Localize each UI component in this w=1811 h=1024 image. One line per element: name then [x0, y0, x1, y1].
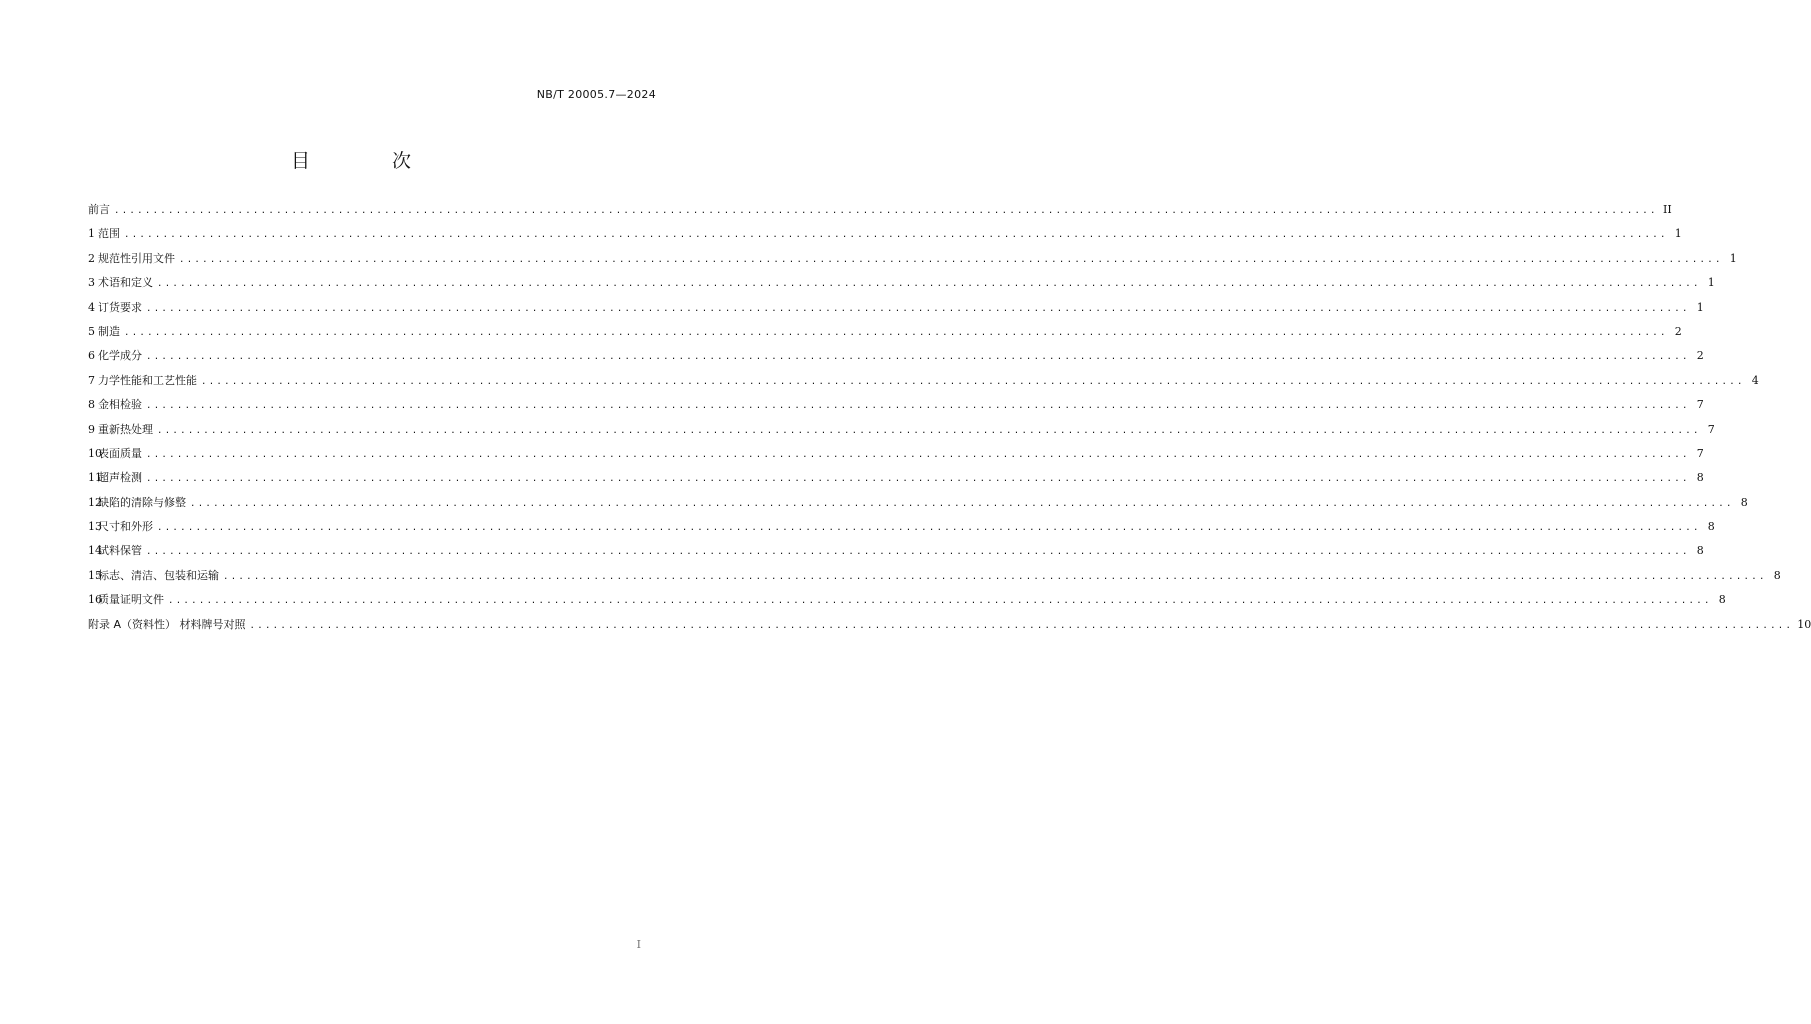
page-number: I [636, 938, 641, 951]
toc-leader-dots: ........................................................................................................................................................................................................ [157, 523, 1701, 534]
toc-entry-11[interactable] [88, 466, 1704, 490]
toc-entry-number: 2 [88, 251, 95, 265]
toc-entry-number: 5 [88, 324, 95, 338]
toc-leader-dots: ........................................................................................................................................................................................................ [146, 303, 1690, 314]
toc-leader-dots: ........................................................................................................................................................................................................ [168, 596, 1712, 607]
toc-entry-2[interactable] [88, 247, 1737, 271]
toc-entry-number: 12 [88, 495, 102, 509]
toc-entry-14[interactable] [88, 539, 1704, 563]
toc-entry-number: 1 [88, 227, 95, 241]
toc-entry-4[interactable] [88, 296, 1704, 320]
toc-entry-label: 规范性引用文件 [98, 251, 175, 265]
toc-entry-label: 金相检验 [98, 398, 142, 412]
toc-entry-8[interactable] [88, 393, 1704, 417]
toc-leader-dots: ........................................................................................................................................................................................................ [146, 547, 1690, 558]
toc-leader-dots: ........................................................................................................................................................................................................ [190, 498, 1734, 509]
toc-entry-page: 8 [1696, 471, 1704, 485]
toc-entry-label: 超声检测 [98, 471, 142, 485]
toc-entry-label: 附录 A（资料性） 材料牌号对照 [88, 617, 246, 631]
toc-entry-appendix-a[interactable] [88, 613, 1811, 637]
toc-entry-page: 1 [1707, 276, 1715, 290]
toc-entry-label: 化学成分 [98, 349, 142, 363]
toc-entry-page: 7 [1696, 398, 1704, 412]
toc-entry-number: 13 [88, 520, 102, 534]
toc-entry-page: 4 [1751, 373, 1759, 387]
toc-entry-15[interactable] [88, 564, 1781, 588]
toc-entry-page: 1 [1729, 251, 1737, 265]
document-code: NB/T 20005.7—2024 [536, 88, 656, 101]
toc-entry-number: 11 [88, 471, 102, 485]
toc-entry-number: 3 [88, 276, 95, 290]
toc-title: 目 次 [290, 150, 450, 172]
toc-entry-page: 8 [1773, 568, 1781, 582]
toc-entry-number: 6 [88, 349, 95, 363]
toc-entry-label: 订货要求 [98, 300, 142, 314]
toc-entry-page: 7 [1707, 422, 1715, 436]
toc-entry-3[interactable] [88, 271, 1715, 295]
toc-entry-page: 8 [1696, 544, 1704, 558]
toc-entry-page: 7 [1696, 446, 1704, 460]
toc-entry-page: 8 [1718, 593, 1726, 607]
toc-entry-16[interactable] [88, 588, 1726, 612]
toc-entry-5[interactable] [88, 320, 1682, 344]
toc-entry-page: 1 [1674, 227, 1682, 241]
toc-entry-number: 15 [88, 568, 102, 582]
toc-entry-page: 1 [1696, 300, 1704, 314]
toc-entry-label: 力学性能和工艺性能 [98, 373, 197, 387]
toc-leader-dots: ........................................................................................................................................................................................................ [249, 620, 1794, 631]
toc-leader-dots: ........................................................................................................................................................................................................ [146, 449, 1690, 460]
toc-entry-9[interactable] [88, 418, 1715, 442]
toc-entry-13[interactable] [88, 515, 1715, 539]
toc-entry-7[interactable] [88, 369, 1759, 393]
toc-leader-dots: ........................................................................................................................................................................................................ [124, 230, 1668, 241]
toc-entry-10[interactable] [88, 442, 1704, 466]
toc-entry-page: 2 [1696, 349, 1704, 363]
toc-leader-dots: ........................................................................................................................................................................................................ [179, 254, 1723, 265]
toc-entry-label: 范围 [98, 227, 120, 241]
toc-leader-dots: ........................................................................................................................................................................................................ [114, 206, 1658, 216]
toc-leader-dots: ........................................................................................................................................................................................................ [157, 279, 1701, 290]
toc-entry-page: 10 [1797, 617, 1811, 631]
toc-entry-12[interactable] [88, 491, 1748, 515]
toc-entry-foreword[interactable] [88, 198, 1672, 222]
toc-entry-number: 8 [88, 398, 95, 412]
toc-leader-dots: ........................................................................................................................................................................................................ [146, 401, 1690, 412]
toc-entry-label: 缺陷的清除与修整 [98, 495, 186, 509]
toc-entry-page: 8 [1740, 495, 1748, 509]
toc-entry-label: 标志、清洁、包装和运输 [98, 568, 219, 582]
toc-entry-label: 尺寸和外形 [98, 520, 153, 534]
toc-leader-dots: ........................................................................................................................................................................................................ [201, 376, 1745, 387]
toc-entry-page: 8 [1707, 520, 1715, 534]
toc-entry-number: 14 [88, 544, 102, 558]
toc-leader-dots: ........................................................................................................................................................................................................ [146, 352, 1690, 363]
toc-entry-label: 术语和定义 [98, 276, 153, 290]
toc-entry-number: 16 [88, 593, 102, 607]
toc-entry-1[interactable] [88, 222, 1682, 246]
toc-entry-number: 9 [88, 422, 95, 436]
toc-entry-number: 10 [88, 446, 102, 460]
toc-entry-6[interactable] [88, 344, 1704, 368]
table-of-contents [88, 198, 1811, 637]
toc-entry-number: 4 [88, 300, 95, 314]
toc-leader-dots: ........................................................................................................................................................................................................ [146, 474, 1690, 485]
toc-entry-label: 表面质量 [98, 446, 142, 460]
toc-entry-label: 质量证明文件 [98, 593, 164, 607]
toc-entry-page: 2 [1674, 324, 1682, 338]
toc-entry-label: 制造 [98, 324, 120, 338]
toc-entry-label: 试料保管 [98, 544, 142, 558]
toc-leader-dots: ........................................................................................................................................................................................................ [223, 571, 1767, 582]
toc-leader-dots: ........................................................................................................................................................................................................ [124, 327, 1668, 338]
toc-entry-number: 7 [88, 373, 95, 387]
toc-leader-dots: ........................................................................................................................................................................................................ [157, 425, 1701, 436]
toc-entry-label: 前言 [88, 203, 110, 216]
toc-entry-page: II [1663, 203, 1672, 216]
toc-entry-label: 重新热处理 [98, 422, 153, 436]
